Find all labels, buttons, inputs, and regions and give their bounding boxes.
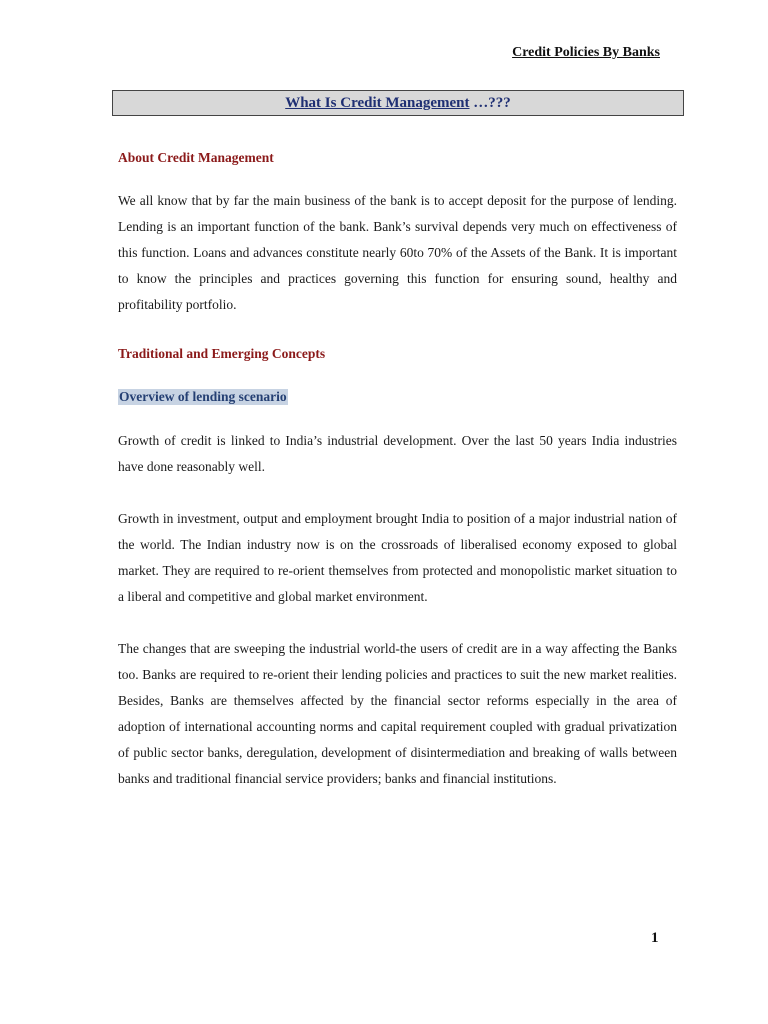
- section-heading-traditional: Traditional and Emerging Concepts: [118, 346, 326, 361]
- section-heading-about: About Credit Management: [118, 150, 274, 165]
- paragraph-growth-credit: Growth of credit is linked to India’s industrial development. Over the last 50 years India industries have done reasonably well.: [118, 433, 677, 474]
- title-box: [112, 90, 684, 116]
- page-title-suffix: …???: [469, 95, 511, 111]
- running-header: Credit Policies By Banks: [512, 45, 660, 60]
- overview-heading-wrapper: [118, 388, 677, 406]
- paragraph-growth-investment: Growth in investment, output and employment brought India to position of a major industrial nation of the world. The Indian industry now is on the crossroads of liberalised economy exposed to global market. They are required to re-orient themselves from protected and monopolistic market situation to a liberal and competitive and global market environment.: [118, 511, 677, 604]
- section-heading-overview: Overview of lending scenario: [119, 389, 287, 404]
- paragraph-about: We all know that by far the main business of the bank is to accept deposit for the purpose of lending. Lending is an important function of the bank. Bank’s survival depends very much on effectiveness of this function. Loans and advances constitute nearly 60to 70% of the Assets of the Bank. It is important to know the principles and practices governing this function for ensuring sound, healthy and profitability portfolio.: [118, 193, 677, 312]
- document-body: [118, 150, 677, 792]
- page-title: What Is Credit Management: [285, 95, 470, 111]
- paragraph-changes: The changes that are sweeping the industrial world-the users of credit are in a way affecting the Banks too. Banks are required to re-orient their lending policies and practices to suit the new market realities. Besides, Banks are themselves affected by the financial sector reforms especially in the area of adoption of international accounting norms and capital requirement coupled with gradual privatization of public sector banks, deregulation, development of disintermediation and breaking of walls between banks and traditional financial service providers; banks and financial institutions.: [118, 641, 677, 786]
- page-number: 1: [651, 930, 659, 946]
